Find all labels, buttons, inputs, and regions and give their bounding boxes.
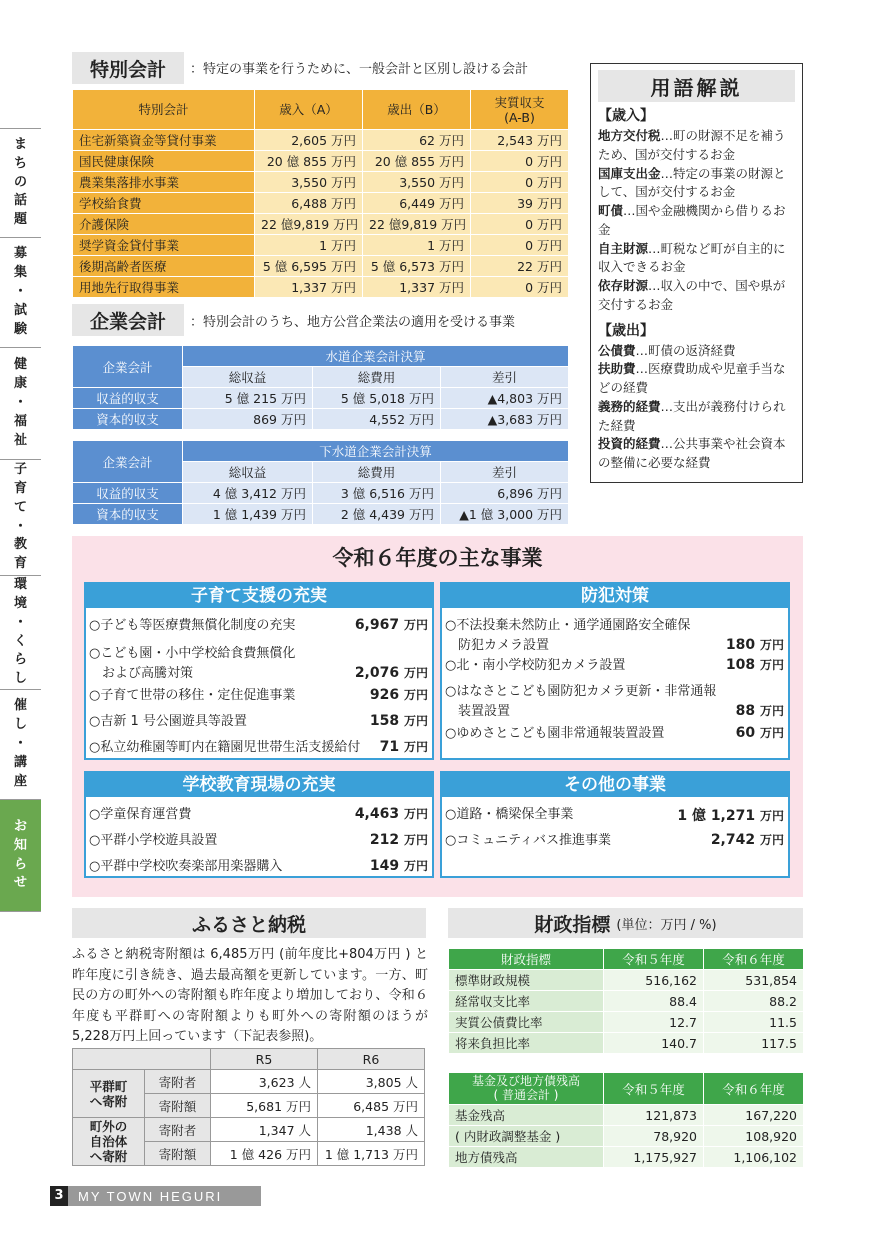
kigyo-cell: 資本的収支 xyxy=(73,504,183,525)
page-number: 3 xyxy=(50,1186,68,1206)
glossary-term: 依存財源…収入の中で、国や県が交付するお金 xyxy=(598,278,786,312)
glossary-term: 町債…国や金融機関から借りるお金 xyxy=(598,203,786,237)
sidebar-tab-0[interactable]: ま ち の 話 題 xyxy=(0,128,41,238)
kigyo-cell: 3 億 6,516 万円 xyxy=(313,483,441,504)
glossary-out-head: 【歳出】 xyxy=(598,322,654,339)
tokubetsu-cell: 22 億9,819 万円 xyxy=(255,214,363,235)
event-amount: 2,742 万円 xyxy=(710,832,784,848)
kigyo-cell: 4 億 3,412 万円 xyxy=(183,483,313,504)
event-amount: 149 万円 xyxy=(369,858,428,874)
zaisei-cell: 88.2 xyxy=(704,991,804,1012)
kigyo-row xyxy=(73,483,569,504)
zaisei-col-header: 財政指標 xyxy=(449,949,604,970)
zaisei-cell: 将来負担比率 xyxy=(449,1033,604,1054)
event-item: ○こども園・小中学校給食費無償化 および高騰対策 xyxy=(89,646,296,682)
tokubetsu-cell: 国民健康保険 xyxy=(73,151,255,172)
glossary-term: 公債費…町債の返済経費 xyxy=(598,342,736,358)
sidebar-tab-6[interactable]: お 知 ら せ xyxy=(0,800,41,912)
tokubetsu-cell: 0 万円 xyxy=(471,277,569,298)
zaisei-row xyxy=(449,970,804,991)
tokubetsu-cell: 1 万円 xyxy=(363,235,471,256)
kigyo-col-header: 差引 xyxy=(441,367,569,388)
tokubetsu-title: 特別会計 xyxy=(89,58,166,81)
event-amount: 158 万円 xyxy=(369,713,428,729)
tokubetsu-note: ：特定の事業を行うために、一般会計と区別し設ける会計 xyxy=(190,62,529,77)
sidebar-tab-1[interactable]: 募 集 ・ 試 験 xyxy=(0,238,41,348)
tokubetsu-col-header: 特別会計 xyxy=(73,90,255,130)
zaisei-unit: (単位：万円 / %) xyxy=(616,917,717,933)
furusato-cell: 3,805 人 xyxy=(318,1070,425,1094)
tokubetsu-col-header: 歳出（B） xyxy=(363,90,471,130)
tokubetsu-cell: 農業集落排水事業 xyxy=(73,172,255,193)
kigyo-caption: 下水道企業会計決算 xyxy=(183,441,569,462)
event-item: ○平群小学校遊具設置 xyxy=(89,833,218,848)
kigyo-label: 企業会計 xyxy=(73,346,183,388)
glossary-in-head: 【歳入】 xyxy=(598,108,654,124)
kigyo-cell: ▲4,803 万円 xyxy=(441,388,569,409)
glossary-body xyxy=(598,106,795,473)
tokubetsu-cell: 6,488 万円 xyxy=(255,193,363,214)
tokubetsu-row xyxy=(73,130,569,151)
furusato-col-header: R6 xyxy=(318,1049,425,1070)
kigyo-col-header: 総収益 xyxy=(183,367,313,388)
event-amount: 60 万円 xyxy=(735,725,784,741)
event-amount: 926 万円 xyxy=(369,687,428,703)
furusato-row xyxy=(73,1118,425,1142)
tokubetsu-row xyxy=(73,214,569,235)
tokubetsu-cell: 39 万円 xyxy=(471,193,569,214)
sidebar-tab-5[interactable]: 催 し ・ 講 座 xyxy=(0,690,41,800)
box-title: 防犯対策 xyxy=(442,584,788,608)
tokubetsu-cell: 3,550 万円 xyxy=(255,172,363,193)
tokubetsu-col-header: 実質収支 (A-B) xyxy=(471,90,569,130)
event-item: ○道路・橋梁保全事業 xyxy=(445,807,574,822)
event-item: ○コミュニティバス推進事業 xyxy=(445,833,612,848)
tokubetsu-cell: 62 万円 xyxy=(363,130,471,151)
tokubetsu-cell: 用地先行取得事業 xyxy=(73,277,255,298)
tokubetsu-cell: 1 万円 xyxy=(255,235,363,256)
tokubetsu-cell: 2,543 万円 xyxy=(471,130,569,151)
event-amount: 2,076 万円 xyxy=(354,665,428,681)
zaisei-col-header: 令和５年度 xyxy=(604,1073,704,1105)
kigyo-col-header: 総費用 xyxy=(313,367,441,388)
tokubetsu-col-header: 歳入（A） xyxy=(255,90,363,130)
tokubetsu-cell: 2,605 万円 xyxy=(255,130,363,151)
tokubetsu-cell: 5 億 6,595 万円 xyxy=(255,256,363,277)
zaisei-cell: 基金残高 xyxy=(449,1105,604,1126)
kigyo-cell: 資本的収支 xyxy=(73,409,183,430)
tokubetsu-cell: 6,449 万円 xyxy=(363,193,471,214)
kigyo-cell: 収益的収支 xyxy=(73,483,183,504)
furusato-row-label: 寄附者 xyxy=(145,1070,211,1094)
event-item: ○吉新 1 号公園遊具等設置 xyxy=(89,714,247,729)
water-table xyxy=(72,345,569,430)
furusato-row-label: 寄附額 xyxy=(145,1142,211,1166)
kigyo-cell: 5 億 5,018 万円 xyxy=(313,388,441,409)
zaisei-table xyxy=(448,948,804,1054)
kigyo-cell: 869 万円 xyxy=(183,409,313,430)
glossary-term: 義務的経費…支出が義務付けられた経費 xyxy=(598,398,786,433)
glossary-term: 扶助費…医療費助成や児童手当などの経費 xyxy=(598,361,786,395)
footer-name: MY TOWN HEGURI xyxy=(78,1188,223,1204)
zaisei-cell: 167,220 xyxy=(704,1105,804,1126)
tokubetsu-row xyxy=(73,172,569,193)
furusato-blank xyxy=(73,1049,211,1070)
tokubetsu-cell: 22 億9,819 万円 xyxy=(363,214,471,235)
furusato-cell: 1 億 1,713 万円 xyxy=(318,1142,425,1166)
event-amount: 108 万円 xyxy=(725,657,784,673)
sidebar-tab-4[interactable]: 環 境 ・ く ら し xyxy=(0,576,41,690)
event-item: ○私立幼稚園等町内在籍園児世帯生活支援給付 xyxy=(89,740,361,755)
zaisei-cell: 108,920 xyxy=(704,1126,804,1147)
furusato-cell: 1,438 人 xyxy=(318,1118,425,1142)
event-amount: 4,463 万円 xyxy=(354,806,428,822)
kigyo-heading xyxy=(72,304,184,336)
kigyo-row xyxy=(73,504,569,525)
zaisei-row xyxy=(449,1033,804,1054)
furusato-cell: 1 億 426 万円 xyxy=(211,1142,318,1166)
kigyo-cell: 収益的収支 xyxy=(73,388,183,409)
tokubetsu-cell: 奨学資金貸付事業 xyxy=(73,235,255,256)
event-amount: 6,967 万円 xyxy=(354,617,428,633)
zaisei-cell: 11.5 xyxy=(704,1012,804,1033)
kigyo-row xyxy=(73,388,569,409)
tokubetsu-cell: 介護保険 xyxy=(73,214,255,235)
furusato-heading xyxy=(72,908,426,938)
events-title: 令和６年度の主な事業 xyxy=(332,546,543,570)
glossary-term: 国庫支出金…特定の事業の財源として、国が交付するお金 xyxy=(598,165,786,200)
zaisei-row xyxy=(449,1126,804,1147)
sewer-table xyxy=(72,440,569,525)
tokubetsu-row xyxy=(73,193,569,214)
kigyo-col-header: 差引 xyxy=(441,462,569,483)
furusato-title: ふるさと納税 xyxy=(191,913,306,936)
kigyo-label: 企業会計 xyxy=(73,441,183,483)
box-childcare xyxy=(84,582,434,760)
furusato-table xyxy=(72,1048,425,1166)
glossary-box xyxy=(590,63,803,483)
zaisei-cell: 地方債残高 xyxy=(449,1147,604,1168)
kigyo-cell: 6,896 万円 xyxy=(441,483,569,504)
tokubetsu-heading xyxy=(72,52,184,84)
event-item: ○不法投棄未然防止・通学通園路安全確保 防犯カメラ設置 xyxy=(445,618,691,654)
tokubetsu-cell: 5 億 6,573 万円 xyxy=(363,256,471,277)
kigyo-title: 企業会計 xyxy=(89,310,166,333)
tokubetsu-header-row xyxy=(73,90,569,130)
zaisei-col-header: 基金及び地方債残高 ( 普通会計 ) xyxy=(449,1073,604,1105)
furusato-row-label: 寄附額 xyxy=(145,1094,211,1118)
kigyo-col-header: 総収益 xyxy=(183,462,313,483)
zaisei-cell: 140.7 xyxy=(604,1033,704,1054)
event-item: ○子ども等医療費無償化制度の充実 xyxy=(89,618,296,633)
tokubetsu-cell: 1,337 万円 xyxy=(255,277,363,298)
tokubetsu-cell: 1,337 万円 xyxy=(363,277,471,298)
kigyo-cell: ▲3,683 万円 xyxy=(441,409,569,430)
zaisei-row xyxy=(449,1147,804,1168)
sidebar-tab-3[interactable]: 子 育 て ・ 教 育 xyxy=(0,460,41,576)
zaisei-cell: 516,162 xyxy=(604,970,704,991)
kigyo-cell: 2 億 4,439 万円 xyxy=(313,504,441,525)
glossary-term: 地方交付税…町の財源不足を補うため、国が交付するお金 xyxy=(598,128,786,162)
tokubetsu-cell: 住宅新築資金等貸付事業 xyxy=(73,130,255,151)
zaisei-row xyxy=(449,1012,804,1033)
zaisei-col-header: 令和６年度 xyxy=(704,949,804,970)
zaisei-cell: 117.5 xyxy=(704,1033,804,1054)
glossary-term: 投資的経費…公共事業や社会資本の整備に必要な経費 xyxy=(598,436,786,470)
box-school xyxy=(84,771,434,878)
furusato-group: 平群町 へ寄附 xyxy=(73,1070,145,1118)
furusato-row-label: 寄附者 xyxy=(145,1118,211,1142)
zaisei-cell: 1,175,927 xyxy=(604,1147,704,1168)
tokubetsu-row xyxy=(73,277,569,298)
tokubetsu-cell: 学校給食費 xyxy=(73,193,255,214)
zaisei-cell: 121,873 xyxy=(604,1105,704,1126)
furusato-cell: 1,347 人 xyxy=(211,1118,318,1142)
sidebar-tab-2[interactable]: 健 康 ・ 福 祉 xyxy=(0,348,41,460)
zaisei-row xyxy=(449,1105,804,1126)
zaisei-cell: 531,854 xyxy=(704,970,804,991)
box-title: 子育て支援の充実 xyxy=(86,584,432,608)
kigyo-cell: 1 億 1,439 万円 xyxy=(183,504,313,525)
zaisei-cell: 経常収支比率 xyxy=(449,991,604,1012)
event-amount: 88 万円 xyxy=(735,703,784,719)
zaisei-col-header: 令和５年度 xyxy=(604,949,704,970)
zaisei-title: 財政指標 xyxy=(534,913,611,936)
tokubetsu-cell: 3,550 万円 xyxy=(363,172,471,193)
event-amount: 71 万円 xyxy=(379,739,428,755)
zaisei-cell: 88.4 xyxy=(604,991,704,1012)
tokubetsu-cell: 20 億 855 万円 xyxy=(255,151,363,172)
tokubetsu-cell: 22 万円 xyxy=(471,256,569,277)
tokubetsu-cell: 20 億 855 万円 xyxy=(363,151,471,172)
kigyo-cell: 4,552 万円 xyxy=(313,409,441,430)
zaisei-cell: 標準財政規模 xyxy=(449,970,604,991)
furusato-cell: 5,681 万円 xyxy=(211,1094,318,1118)
footer-bar xyxy=(50,1186,261,1206)
tokubetsu-row xyxy=(73,235,569,256)
tokubetsu-cell: 0 万円 xyxy=(471,172,569,193)
tokubetsu-row xyxy=(73,151,569,172)
kigyo-caption: 水道企業会計決算 xyxy=(183,346,569,367)
tokubetsu-cell: 後期高齢者医療 xyxy=(73,256,255,277)
zaisei-cell: 12.7 xyxy=(604,1012,704,1033)
tokubetsu-table xyxy=(72,89,569,298)
event-amount: 1 億 1,271 万円 xyxy=(677,808,784,824)
event-item: ○平群中学校吹奏楽部用楽器購入 xyxy=(89,859,283,874)
event-item: ○はなさとこども園防犯カメラ更新・非常通報 装置設置 xyxy=(445,684,717,720)
furusato-text: ふるさと納税寄附額は 6,485万円 (前年度比+804万円 ) と昨年度に引き続き、過去最高額を更新しています。一方、町民の方の町外への寄附額も昨年度より増加しており、令和６年度も平群町への寄附額よりも町外への寄附額のほうが 5,228万円上回っています（下記表参照)。 xyxy=(72,947,428,1045)
kigyo-cell: 5 億 215 万円 xyxy=(183,388,313,409)
kigyo-cell: ▲1 億 3,000 万円 xyxy=(441,504,569,525)
glossary-term: 自主財源…町税など町が自主的に収入できるお金 xyxy=(598,240,786,275)
box-title: 学校教育現場の充実 xyxy=(86,773,432,797)
zaisei-cell: ( 内財政調整基金 ) xyxy=(449,1126,604,1147)
furusato-col-header: R5 xyxy=(211,1049,318,1070)
fund-table xyxy=(448,1072,804,1168)
glossary-title: 用語解説 xyxy=(598,70,795,102)
furusato-cell: 3,623 人 xyxy=(211,1070,318,1094)
zaisei-row xyxy=(449,991,804,1012)
event-amount: 212 万円 xyxy=(369,832,428,848)
zaisei-cell: 78,920 xyxy=(604,1126,704,1147)
event-item: ○ゆめさとこども園非常通報装置設置 xyxy=(445,726,665,741)
tokubetsu-row xyxy=(73,256,569,277)
kigyo-row xyxy=(73,409,569,430)
event-item: ○子育て世帯の移住・定住促進事業 xyxy=(89,688,296,703)
kigyo-col-header: 総費用 xyxy=(313,462,441,483)
furusato-group: 町外の 自治体 へ寄附 xyxy=(73,1118,145,1166)
event-item: ○学童保育運営費 xyxy=(89,807,192,822)
tokubetsu-cell: 0 万円 xyxy=(471,151,569,172)
box-other xyxy=(440,771,790,878)
tokubetsu-cell: 0 万円 xyxy=(471,214,569,235)
box-crime-prevention xyxy=(440,582,790,760)
zaisei-col-header: 令和６年度 xyxy=(704,1073,804,1105)
zaisei-cell: 実質公債費比率 xyxy=(449,1012,604,1033)
furusato-cell: 6,485 万円 xyxy=(318,1094,425,1118)
tokubetsu-cell: 0 万円 xyxy=(471,235,569,256)
kigyo-note: ：特別会計のうち、地方公営企業法の適用を受ける事業 xyxy=(190,315,516,330)
event-item: ○北・南小学校防犯カメラ設置 xyxy=(445,658,626,673)
event-amount: 180 万円 xyxy=(725,637,784,653)
zaisei-cell: 1,106,102 xyxy=(704,1147,804,1168)
furusato-row xyxy=(73,1070,425,1094)
zaisei-heading xyxy=(448,908,803,938)
box-title: その他の事業 xyxy=(442,773,788,797)
